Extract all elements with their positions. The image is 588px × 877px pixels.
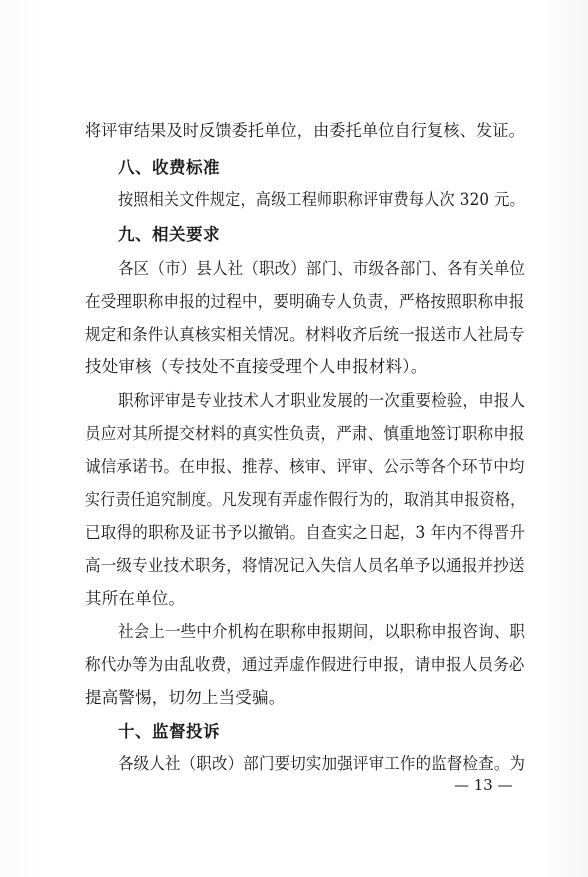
section-heading-fees: 八、收费标准 — [118, 158, 220, 177]
body-line: 提高警惕，切勿上当受骗。 — [85, 688, 286, 707]
body-line: 将评审结果及时反馈委托单位，由委托单位自行复核、发证。 — [85, 121, 525, 140]
body-line: 称代办等为由乱收费，通过弄虚作假进行申报，请申报人员务必 — [85, 655, 525, 674]
section-heading-supervision: 十、监督投诉 — [118, 722, 220, 741]
body-line: 诚信承诺书。在申报、推荐、核审、评审、公示等各个环节中均 — [85, 457, 525, 476]
body-line: 各区（市）县人社（职改）部门、市级各部门、各有关单位 — [118, 259, 526, 278]
body-line: 其所在单位。 — [85, 589, 186, 608]
body-line: 高一级专业技术职务，将情况记入失信人员名单予以通报并抄送 — [85, 556, 525, 575]
body-line: 各级人社（职改）部门要切实加强评审工作的监督检查。为 — [118, 754, 526, 773]
section-heading-requirements: 九、相关要求 — [118, 225, 220, 244]
body-line: 已取得的职称及证书予以撤销。自查实之日起，3 年内不得晋升 — [85, 523, 526, 542]
page-number: — 13 — — [454, 776, 513, 794]
body-line: 在受理职称申报的过程中，要明确专人负责，严格按照职称申报 — [85, 292, 525, 311]
body-line: 实行责任追究制度。凡发现有弄虚作假行为的，取消其申报资格， — [85, 490, 526, 509]
body-line: 社会上一些中介机构在职称申报期间，以职称申报咨询、职 — [118, 622, 526, 641]
body-line: 职称评审是专业技术人才职业发展的一次重要检验，申报人 — [118, 391, 526, 410]
body-line: 技处审核（专技处不直接受理个人申报材料）。 — [85, 357, 428, 376]
body-line: 规定和条件认真核实相关情况。材料收齐后统一报送市人社局专 — [85, 325, 525, 344]
body-line: 按照相关文件规定，高级工程师职称评审费每人次 320 元。 — [118, 190, 525, 209]
body-line: 员应对其所提交材料的真实性负责，严肃、慎重地签订职称申报 — [85, 424, 525, 443]
